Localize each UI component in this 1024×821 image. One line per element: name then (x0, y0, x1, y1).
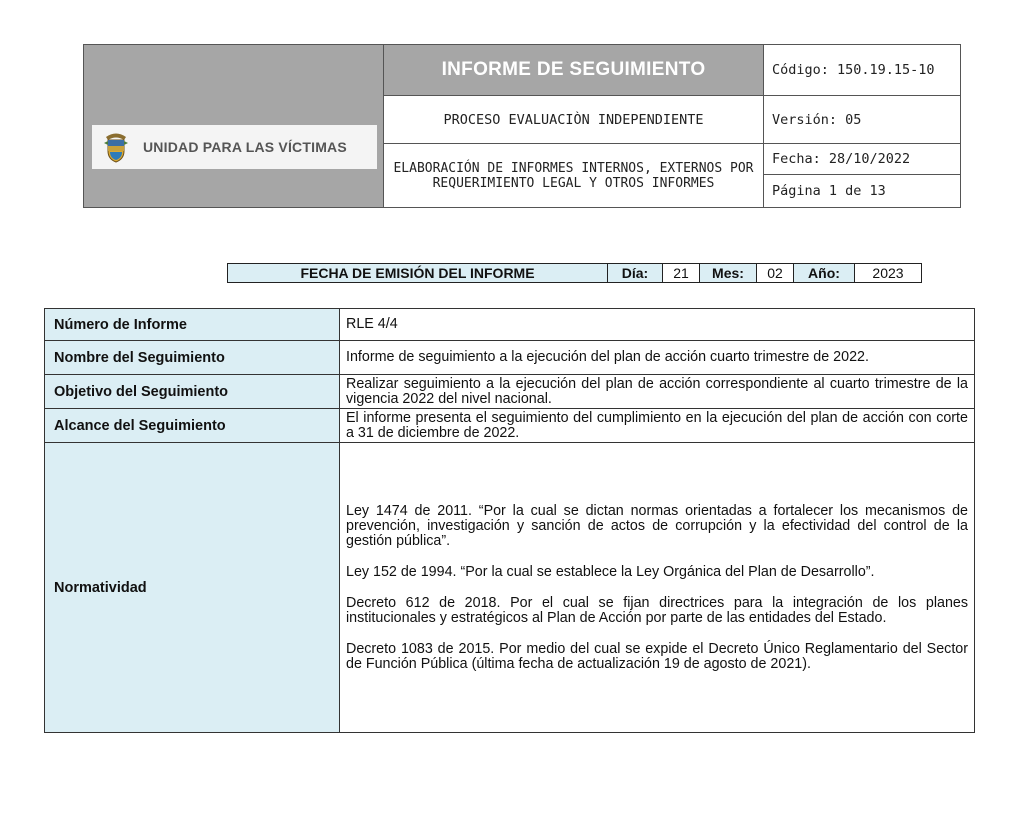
year-value: 2023 (854, 263, 922, 283)
page-number: Página 1 de 13 (763, 174, 961, 208)
tracking-objective-value: Realizar seguimiento a la ejecución del plan de acción correspondiente al cuarto trimestre de la vigencia 2022 del nivel nacional. (340, 375, 975, 409)
regulation-paragraph: Decreto 612 de 2018. Por el cual se fijan directrices para la integración de los planes institucionales y estratégicos al Plan de Acción por parte de las entidades del Estado. (346, 594, 968, 626)
document-date: Fecha: 28/10/2022 (763, 143, 961, 175)
regulation-paragraph: Decreto 1083 de 2015. Por medio del cual se expide el Decreto Único Reglamentario del Sector de Función Pública (última fecha de actualización 19 de agosto de 2021). (346, 640, 968, 672)
month-value: 02 (756, 263, 794, 283)
logo-cell (83, 44, 384, 208)
coat-of-arms-icon (103, 131, 129, 163)
tracking-scope-label: Alcance del Seguimiento (45, 409, 340, 443)
tracking-name-label: Nombre del Seguimiento (45, 341, 340, 375)
table-row (45, 443, 975, 733)
tracking-name-value: Informe de seguimiento a la ejecución del plan de acción cuarto trimestre de 2022. (340, 341, 975, 375)
report-title: INFORME DE SEGUIMIENTO (383, 44, 764, 96)
table-row (45, 409, 975, 443)
month-label: Mes: (699, 263, 757, 283)
tracking-objective-label: Objetivo del Seguimiento (45, 375, 340, 409)
document-header (83, 44, 961, 208)
issue-date-row (227, 263, 922, 283)
report-number-value: RLE 4/4 (340, 309, 975, 341)
table-row (45, 309, 975, 341)
table-row (45, 341, 975, 375)
logo-text: UNIDAD PARA LAS VÍCTIMAS (143, 139, 347, 155)
day-label: Día: (607, 263, 663, 283)
regulation-paragraph: Ley 152 de 1994. “Por la cual se establece la Ley Orgánica del Plan de Desarrollo”. (346, 563, 875, 580)
procedure-name: ELABORACIÓN DE INFORMES INTERNOS, EXTERNOS POR REQUERIMIENTO LEGAL Y OTROS INFORMES (383, 143, 764, 208)
issue-date-label: FECHA DE EMISIÓN DEL INFORME (227, 263, 608, 283)
regulation-paragraph: Ley 1474 de 2011. “Por la cual se dictan normas orientadas a fortalecer los mecanismos de prevención, investigación y sanción de actos de corrupción y la efectividad del control de la gestión pública”. (346, 502, 968, 549)
report-number-label: Número de Informe (45, 309, 340, 341)
day-value: 21 (662, 263, 700, 283)
tracking-scope-value: El informe presenta el seguimiento del cumplimiento en la ejecución del plan de acción con corte a 31 de diciembre de 2022. (340, 409, 975, 443)
year-label: Año: (793, 263, 855, 283)
regulations-label: Normatividad (45, 443, 340, 733)
report-info-table (44, 308, 975, 733)
document-version: Versión: 05 (763, 95, 961, 144)
logo-banner (92, 125, 377, 169)
document-code: Código: 150.19.15-10 (763, 44, 961, 96)
regulations-value (340, 443, 975, 733)
table-row (45, 375, 975, 409)
process-name: PROCESO EVALUACIÒN INDEPENDIENTE (383, 95, 764, 144)
